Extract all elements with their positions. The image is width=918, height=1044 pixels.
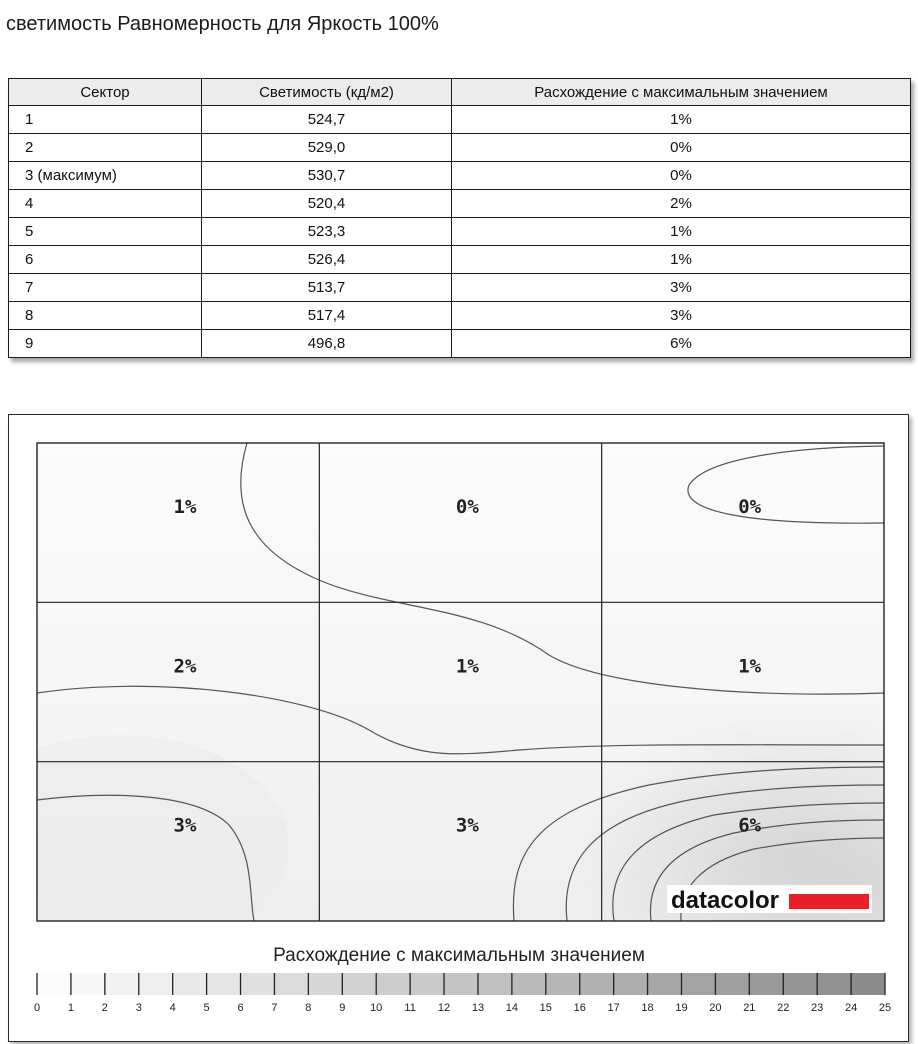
scale-segment [241, 973, 275, 995]
logo-text: datacolor [671, 887, 780, 914]
heatmap-shading [9, 443, 908, 1010]
scale-segment [715, 973, 749, 995]
cell-label: 1% [173, 496, 197, 518]
scale-segment [546, 973, 580, 995]
scale-tick-label: 10 [370, 1002, 383, 1014]
table-body [9, 106, 911, 358]
scale-tick-label: 4 [169, 1002, 176, 1014]
logo-red-bar [789, 894, 869, 909]
scale-tick-label: 7 [271, 1002, 278, 1014]
scale-segment [648, 973, 682, 995]
header-luminance: Светимость (кд/м2) [202, 79, 452, 106]
luminance-cell: 496,8 [202, 330, 452, 358]
deviation-cell: 1% [452, 246, 911, 274]
luminance-cell: 523,3 [202, 218, 452, 246]
scale-tick-label: 11 [404, 1002, 416, 1014]
deviation-cell: 6% [452, 330, 911, 358]
sector-cell: 6 [9, 246, 202, 274]
datacolor-logo [667, 885, 872, 914]
scale-segment [478, 973, 512, 995]
sector-cell: 3 (максимум) [9, 162, 202, 190]
scale-segment [376, 973, 410, 995]
deviation-cell: 0% [452, 134, 911, 162]
sector-cell: 9 [9, 330, 202, 358]
cell-label: 1% [455, 655, 479, 678]
scale-tick-label: 23 [811, 1002, 824, 1014]
table-row [9, 190, 911, 218]
scale-segment [139, 973, 173, 995]
scale-tick-label: 5 [203, 1002, 210, 1014]
scale-segment [105, 973, 139, 995]
scale-tick-label: 12 [437, 1002, 451, 1014]
sector-cell: 4 [9, 190, 202, 218]
deviation-cell: 3% [452, 274, 911, 302]
cell-label: 3% [455, 814, 479, 837]
deviation-cell: 1% [452, 218, 911, 246]
deviation-cell: 0% [452, 162, 911, 190]
cell-label: 0% [455, 496, 479, 518]
luminance-cell: 524,7 [202, 106, 452, 134]
uniformity-heatmap [9, 415, 908, 1041]
scale-segment [444, 973, 478, 995]
header-sector: Сектор [9, 79, 202, 106]
scale-segment [37, 973, 71, 995]
table-header-row [9, 79, 911, 106]
sector-cell: 2 [9, 134, 202, 162]
scale-segment [851, 973, 885, 995]
luminance-cell: 529,0 [202, 134, 452, 162]
scale-tick-label: 24 [844, 1002, 858, 1014]
scale-tick-label: 0 [33, 1002, 41, 1014]
cell-label: 6% [738, 814, 762, 837]
scale-segment [614, 973, 648, 995]
scale-tick-label: 21 [743, 1002, 756, 1014]
luminance-cell: 513,7 [202, 274, 452, 302]
sector-cell: 7 [9, 274, 202, 302]
luminance-cell: 520,4 [202, 190, 452, 218]
scale-tick-label: 22 [777, 1002, 790, 1014]
scale-tick-label: 17 [607, 1002, 620, 1014]
luminance-cell: 526,4 [202, 246, 452, 274]
scale-tick-label: 16 [573, 1002, 586, 1014]
scale-segment [207, 973, 241, 995]
sector-cell: 8 [9, 302, 202, 330]
scale-segment [783, 973, 817, 995]
scale-segment [308, 973, 342, 995]
scale-segment [71, 973, 105, 995]
scale-segment [410, 973, 444, 995]
cell-label: 0% [738, 496, 762, 518]
scale-segment [274, 973, 308, 995]
page-title: светимость Равномерность для Яркость 100% [6, 13, 439, 35]
scale-tick-label: 19 [675, 1002, 688, 1014]
luminance-cell: 530,7 [202, 162, 452, 190]
deviation-cell: 1% [452, 106, 911, 134]
scale-tick-label: 8 [305, 1002, 312, 1014]
scale-segment [512, 973, 546, 995]
table-row [9, 246, 911, 274]
scale-segment [749, 973, 783, 995]
table-row [9, 274, 911, 302]
scale-tick-label: 6 [237, 1002, 244, 1014]
cell-label: 3% [173, 814, 197, 837]
scale-segment [580, 973, 614, 995]
deviation-cell: 3% [452, 302, 911, 330]
scale-title: Расхождение с максимальным значением [273, 945, 645, 966]
deviation-scale [34, 973, 891, 1014]
table-row [9, 302, 911, 330]
sector-cell: 1 [9, 106, 202, 134]
scale-tick-label: 14 [505, 1002, 519, 1014]
table-row [9, 330, 911, 358]
luminance-table [8, 78, 911, 358]
scale-tick-label: 1 [67, 1002, 74, 1014]
scale-tick-label: 2 [101, 1002, 108, 1014]
luminance-cell: 517,4 [202, 302, 452, 330]
luminance-table-container [8, 78, 911, 358]
table-row [9, 134, 911, 162]
scale-segment [342, 973, 376, 995]
table-row [9, 218, 911, 246]
cell-label: 2% [173, 655, 197, 678]
scale-tick-label: 9 [339, 1002, 346, 1014]
header-deviation: Расхождение с максимальным значением [452, 79, 911, 106]
cell-label: 1% [738, 655, 762, 678]
scale-segment [817, 973, 851, 995]
scale-tick-label: 18 [641, 1002, 654, 1014]
scale-segment [681, 973, 715, 995]
deviation-cell: 2% [452, 190, 911, 218]
table-row [9, 162, 911, 190]
table-row [9, 106, 911, 134]
uniformity-chart-panel [8, 414, 909, 1042]
scale-segment [173, 973, 207, 995]
sector-cell: 5 [9, 218, 202, 246]
scale-tick-label: 15 [539, 1002, 552, 1014]
scale-tick-label: 13 [471, 1002, 485, 1014]
scale-tick-label: 25 [878, 1002, 892, 1014]
scale-tick-label: 20 [709, 1002, 722, 1014]
scale-tick-label: 3 [135, 1002, 142, 1014]
